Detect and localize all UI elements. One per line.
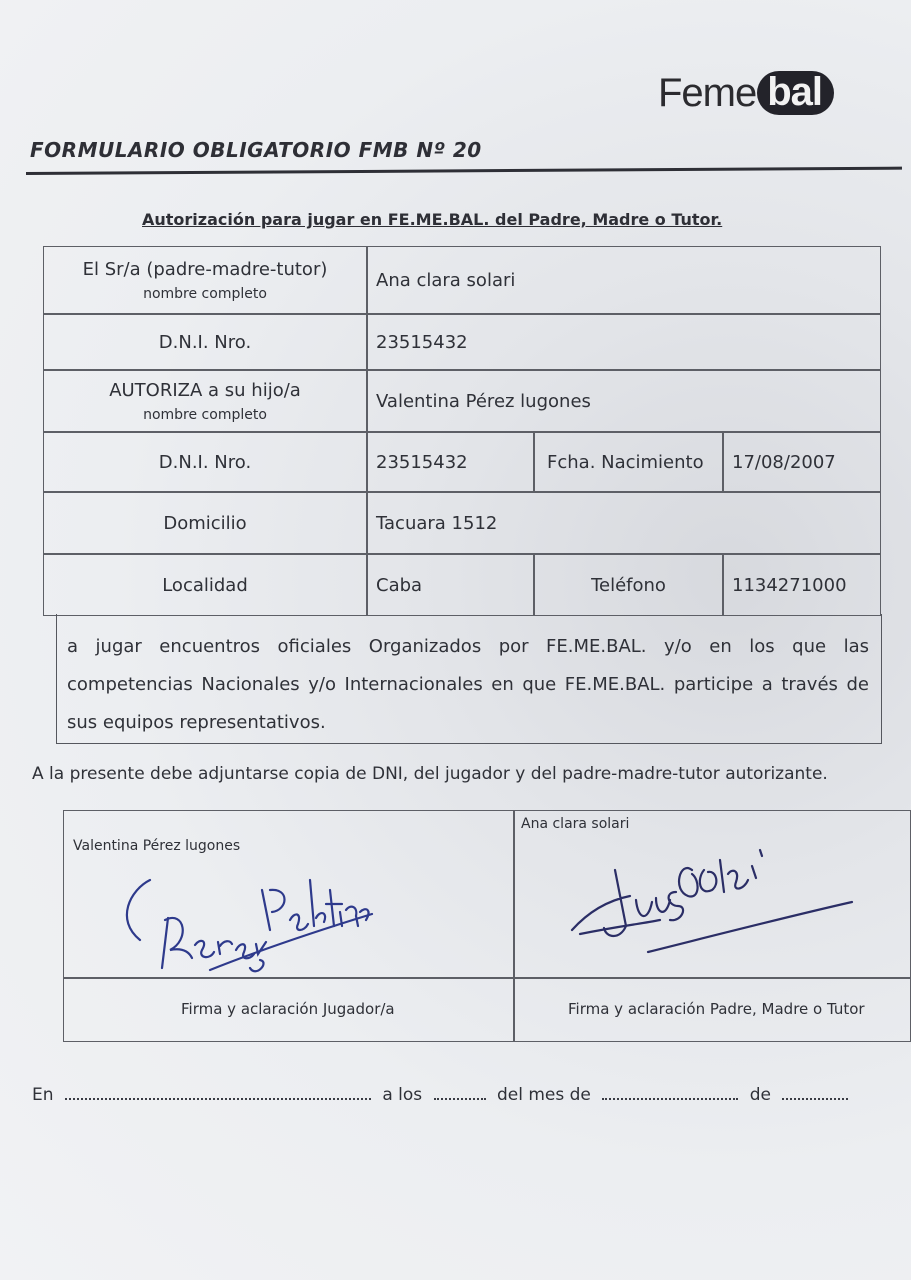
child-name-value: Valentina Pérez lugones — [376, 390, 591, 412]
address-label-cell — [43, 492, 367, 554]
footer-de: de — [749, 1085, 771, 1105]
guardian-dni-label-cell — [43, 314, 367, 370]
femebal-logo — [658, 70, 834, 116]
child-label: AUTORIZA a su hijo/a — [109, 379, 301, 401]
authorization-text: a jugar encuentros oficiales Organizados por FE.ME.BAL. y/o en los que las competencias Nacionales y/o Internacionales en que FE.ME.BAL. participe a través de sus equipos representativos. — [56, 614, 882, 744]
child-dni-cell — [367, 432, 534, 492]
birth-date-cell — [723, 432, 881, 492]
address-value: Tacuara 1512 — [376, 512, 498, 534]
year-blank — [782, 1084, 848, 1100]
month-blank — [602, 1084, 738, 1100]
child-label-cell — [43, 370, 367, 432]
guardian-dni-value: 23515432 — [376, 331, 468, 353]
guardian-label: El Sr/a (padre-madre-tutor) — [82, 258, 328, 280]
logo-text: Feme — [658, 70, 757, 115]
child-dni-value: 23515432 — [376, 451, 468, 473]
player-signature — [110, 850, 390, 980]
attachment-note: A la presente debe adjuntarse copia de DNI, del jugador y del padre-madre-tutor autorizante. — [32, 764, 828, 784]
guardian-name-value: Ana clara solari — [376, 269, 516, 291]
child-sublabel: nombre completo — [143, 406, 267, 423]
phone-value: 1134271000 — [732, 574, 847, 596]
phone-label: Teléfono — [591, 574, 666, 596]
form-subtitle: Autorización para jugar en FE.ME.BAL. del Padre, Madre o Tutor. — [142, 210, 723, 229]
guardian-label-cell — [43, 246, 367, 314]
logo-badge: bal — [757, 71, 834, 115]
date-place-line — [32, 1084, 854, 1105]
child-dni-label: D.N.I. Nro. — [158, 451, 252, 473]
form-title: FORMULARIO OBLIGATORIO FMB Nº 20 — [30, 138, 482, 162]
player-signature-name: Valentina Pérez lugones — [73, 838, 241, 854]
birth-date-value: 17/08/2007 — [732, 451, 836, 473]
guardian-sublabel: nombre completo — [143, 285, 267, 302]
locality-label: Localidad — [162, 574, 248, 596]
footer-en: En — [32, 1085, 54, 1105]
guardian-signature-name: Ana clara solari — [521, 816, 630, 832]
day-blank — [434, 1084, 486, 1100]
guardian-signature — [560, 830, 860, 960]
locality-label-cell — [43, 554, 367, 616]
place-blank — [65, 1084, 371, 1100]
footer-del-mes-de: del mes de — [496, 1085, 591, 1105]
guardian-signature-caption: Firma y aclaración Padre, Madre o Tutor — [568, 1000, 865, 1018]
header-divider — [26, 167, 902, 175]
address-cell — [367, 492, 881, 554]
footer-a-los: a los — [382, 1085, 423, 1105]
address-label: Domicilio — [163, 512, 247, 534]
birth-label: Fcha. Nacimiento — [547, 451, 704, 473]
guardian-dni-label: D.N.I. Nro. — [158, 331, 252, 353]
phone-cell — [723, 554, 881, 616]
guardian-dni-cell — [367, 314, 881, 370]
child-name-cell — [367, 370, 881, 432]
phone-label-cell — [534, 554, 723, 616]
child-dni-label-cell — [43, 432, 367, 492]
locality-cell — [367, 554, 534, 616]
guardian-name-cell — [367, 246, 881, 314]
player-signature-caption: Firma y aclaración Jugador/a — [181, 1000, 395, 1018]
locality-value: Caba — [376, 574, 423, 596]
birth-label-cell — [534, 432, 723, 492]
